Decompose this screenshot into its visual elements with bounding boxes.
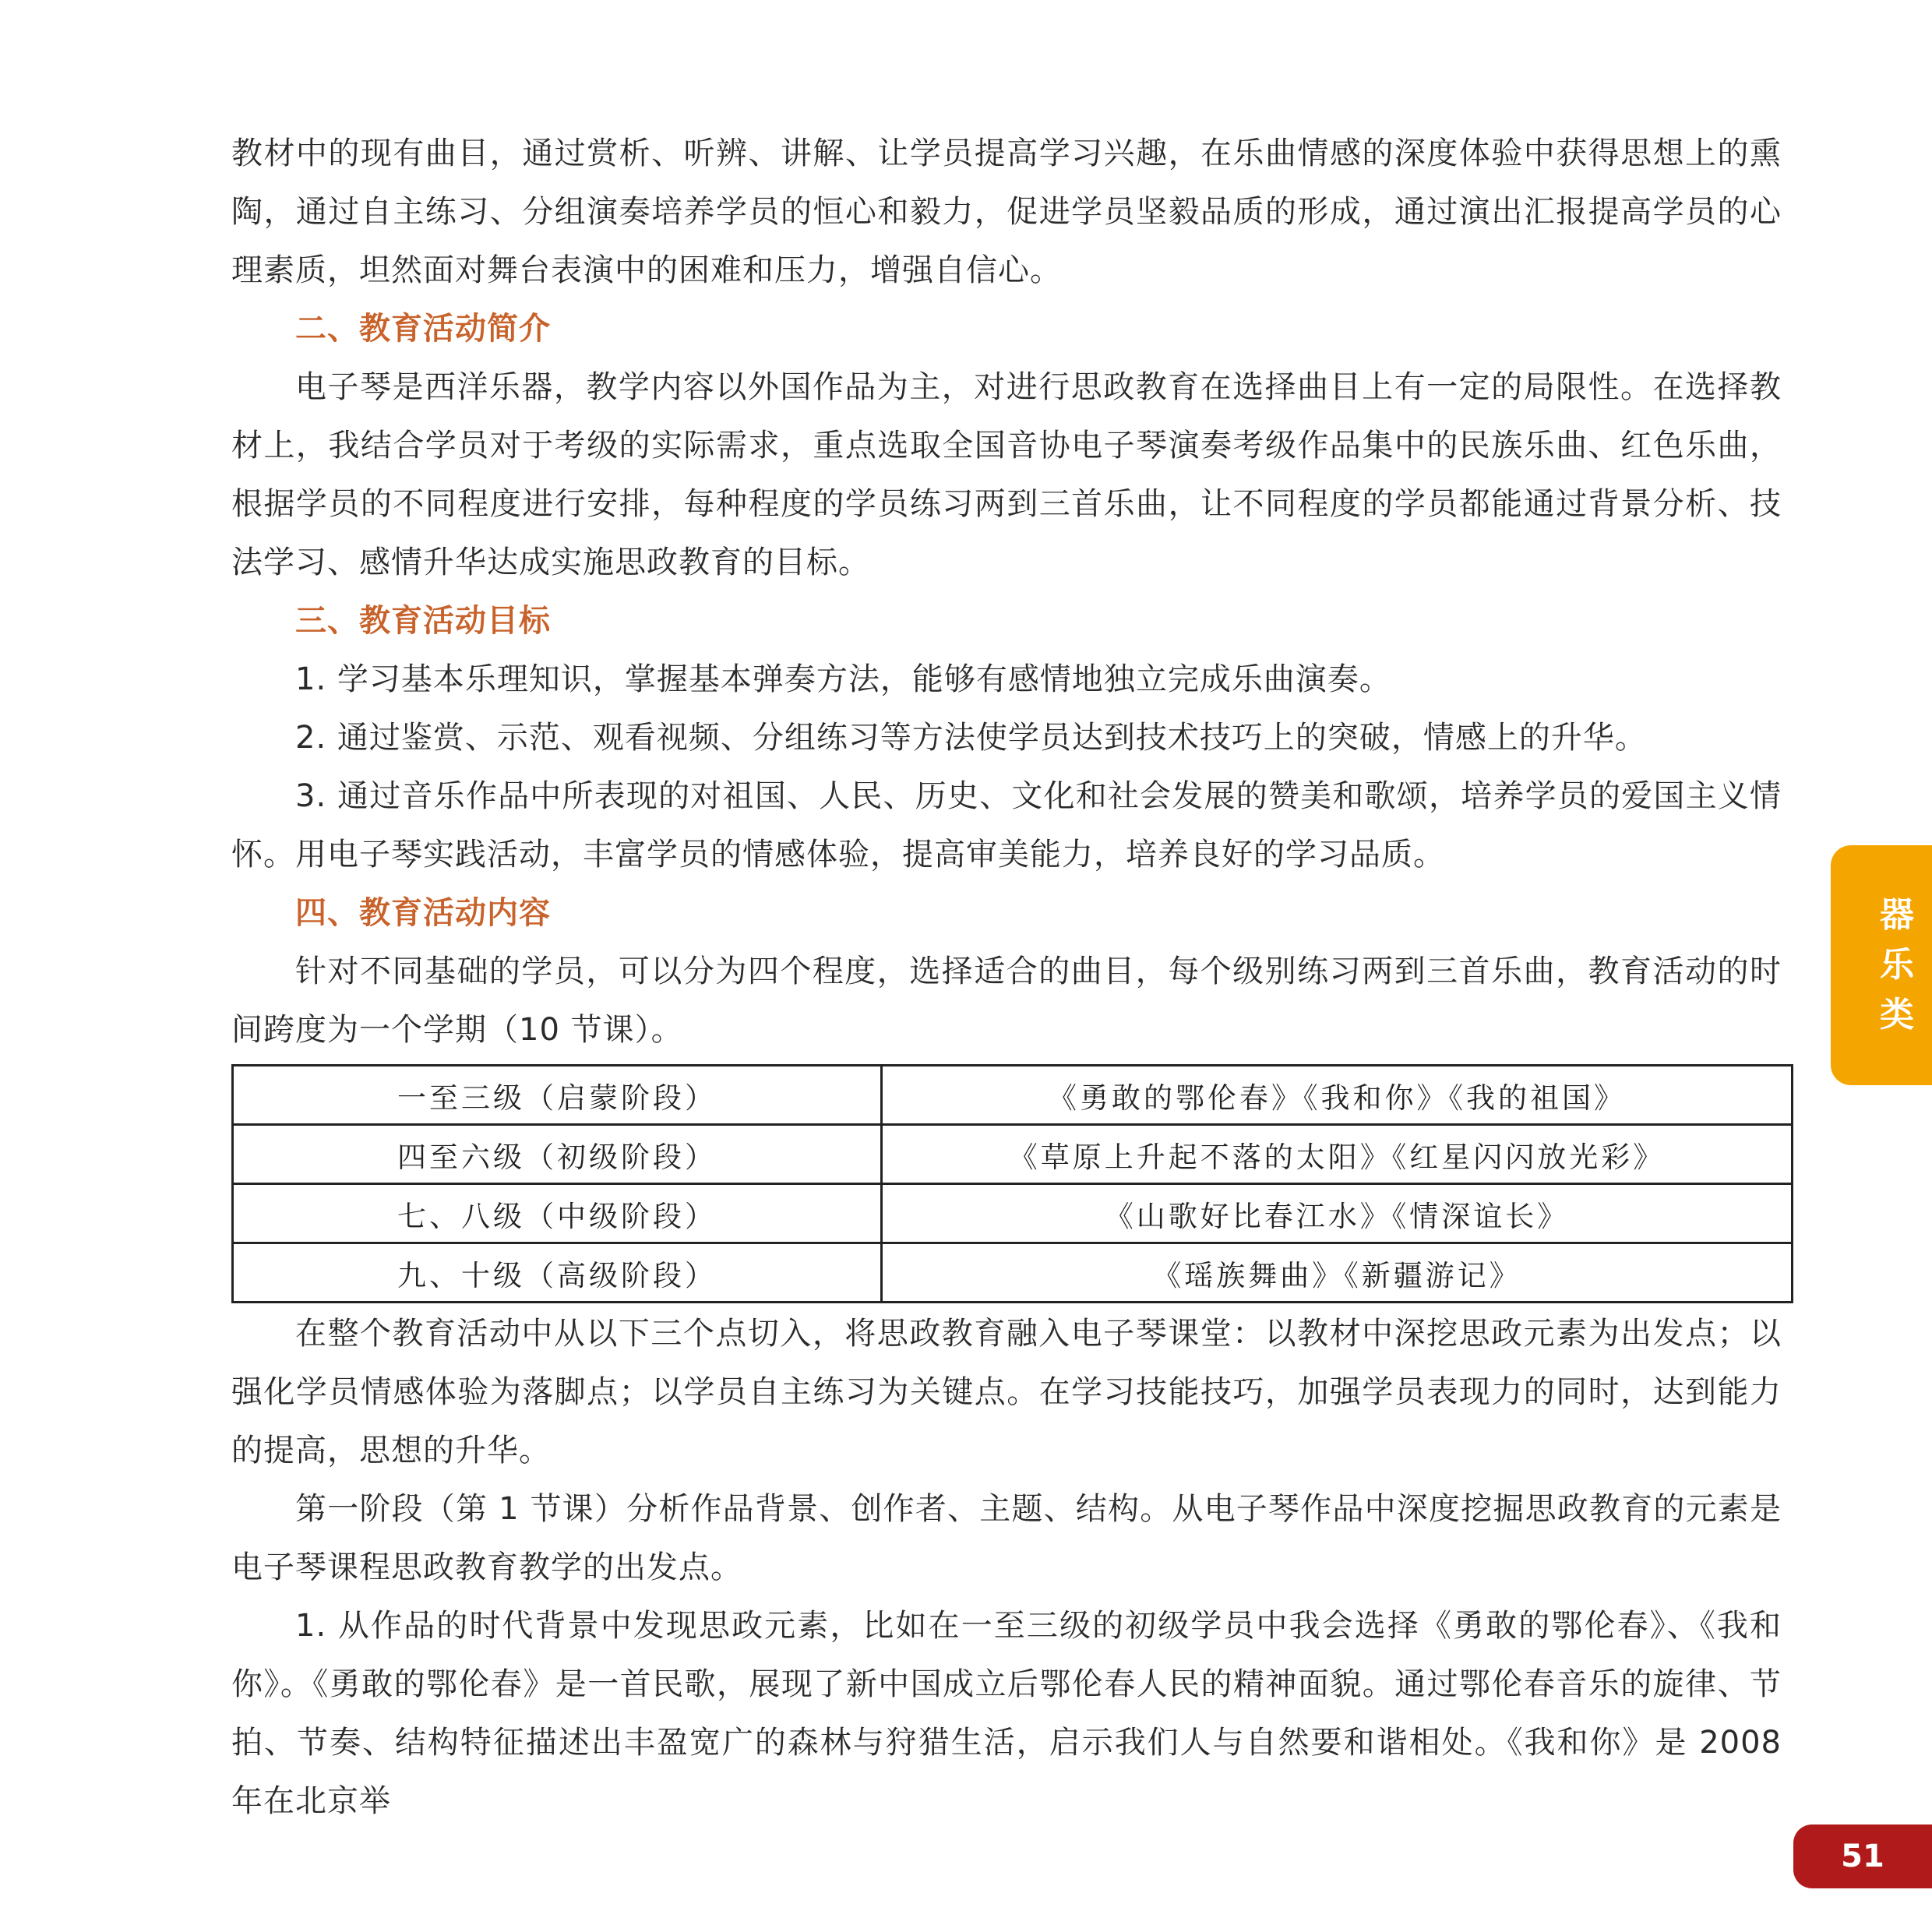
section-heading-4: 四、教育活动内容 [295, 895, 551, 931]
side-tab-char: 乐 [1880, 945, 1914, 985]
paragraph-intro-continued: 教材中的现有曲目，通过赏析、听辨、讲解、让学员提高学习兴趣，在乐曲情感的深度体验中获得思想上的熏陶，通过自主练习、分组演奏培养学员的恒心和毅力，促进学员坚毅品质的形成，通过演出汇报提高学员的心理素质，坦然面对舞台表演中的困难和压力，增强自信心。 [231, 136, 1782, 288]
side-tab-char: 类 [1880, 995, 1914, 1035]
table-row [233, 1125, 1793, 1184]
paragraph-activity-content: 针对不同基础的学员，可以分为四个程度，选择适合的曲目，每个级别练习两到三首乐曲，教育活动的时间跨度为一个学期（10 节课）。 [231, 954, 1782, 1048]
goal-item-3: 3. 通过音乐作品中所表现的对祖国、人民、历史、文化和社会发展的赞美和歌颂，培养学员的爱国主义情怀。用电子琴实践活动，丰富学员的情感体验，提高审美能力，培养良好的学习品质。 [231, 778, 1782, 873]
page-number: 51 [1841, 1839, 1884, 1874]
side-tab-char: 器 [1880, 895, 1914, 935]
level-repertoire-table [231, 1064, 1793, 1303]
category-side-tab [1831, 845, 1932, 1085]
paragraph-entry-points: 在整个教育活动中从以下三个点切入，将思政教育融入电子琴课堂：以教材中深挖思政元素为出发点；以强化学员情感体验为落脚点；以学员自主练习为关键点。在学习技能技巧，加强学员表现力的同时，达到能力的提高，思想的升华。 [231, 1316, 1782, 1468]
pieces-cell: 《勇敢的鄂伦春》《我和你》《我的祖国》 [882, 1066, 1793, 1125]
paragraph-background-analysis: 1. 从作品的时代背景中发现思政元素，比如在一至三级的初级学员中我会选择《勇敢的鄂伦春》、《我和你》。《勇敢的鄂伦春》是一首民歌，展现了新中国成立后鄂伦春人民的精神面貌。通过鄂伦春音乐的旋律、节拍、节奏、结构特征描述出丰盈宽广的森林与狩猎生活，启示我们人与自然要和谐相处。《我和你》是 2008 年在北京举 [231, 1608, 1782, 1819]
level-cell: 四至六级（初级阶段） [233, 1125, 882, 1184]
section-heading-2: 二、教育活动简介 [295, 311, 551, 347]
table-row [233, 1243, 1793, 1303]
pieces-cell: 《瑶族舞曲》《新疆游记》 [882, 1243, 1793, 1303]
pieces-cell: 《山歌好比春江水》《情深谊长》 [882, 1184, 1793, 1243]
level-cell: 七、八级（中级阶段） [233, 1184, 882, 1243]
paragraph-activity-intro: 电子琴是西洋乐器，教学内容以外国作品为主，对进行思政教育在选择曲目上有一定的局限性。在选择教材上，我结合学员对于考级的实际需求，重点选取全国音协电子琴演奏考级作品集中的民族乐曲、红色乐曲，根据学员的不同程度进行安排，每种程度的学员练习两到三首乐曲，让不同程度的学员都能通过背景分析、技法学习、感情升华达成实施思政教育的目标。 [231, 369, 1782, 580]
page-number-badge [1793, 1824, 1932, 1888]
page-content [231, 125, 1782, 1831]
pieces-cell: 《草原上升起不落的太阳》《红星闪闪放光彩》 [882, 1125, 1793, 1184]
table-row [233, 1184, 1793, 1243]
level-cell: 九、十级（高级阶段） [233, 1243, 882, 1303]
level-cell: 一至三级（启蒙阶段） [233, 1066, 882, 1125]
goal-item-2: 2. 通过鉴赏、示范、观看视频、分组练习等方法使学员达到技术技巧上的突破，情感上的升华。 [295, 720, 1647, 756]
section-heading-3: 三、教育活动目标 [295, 603, 551, 639]
paragraph-stage-one: 第一阶段（第 1 节课）分析作品背景、创作者、主题、结构。从电子琴作品中深度挖掘思政教育的元素是电子琴课程思政教育教学的出发点。 [231, 1491, 1782, 1585]
goal-item-1: 1. 学习基本乐理知识，掌握基本弹奏方法，能够有感情地独立完成乐曲演奏。 [295, 661, 1391, 697]
table-row [233, 1066, 1793, 1125]
